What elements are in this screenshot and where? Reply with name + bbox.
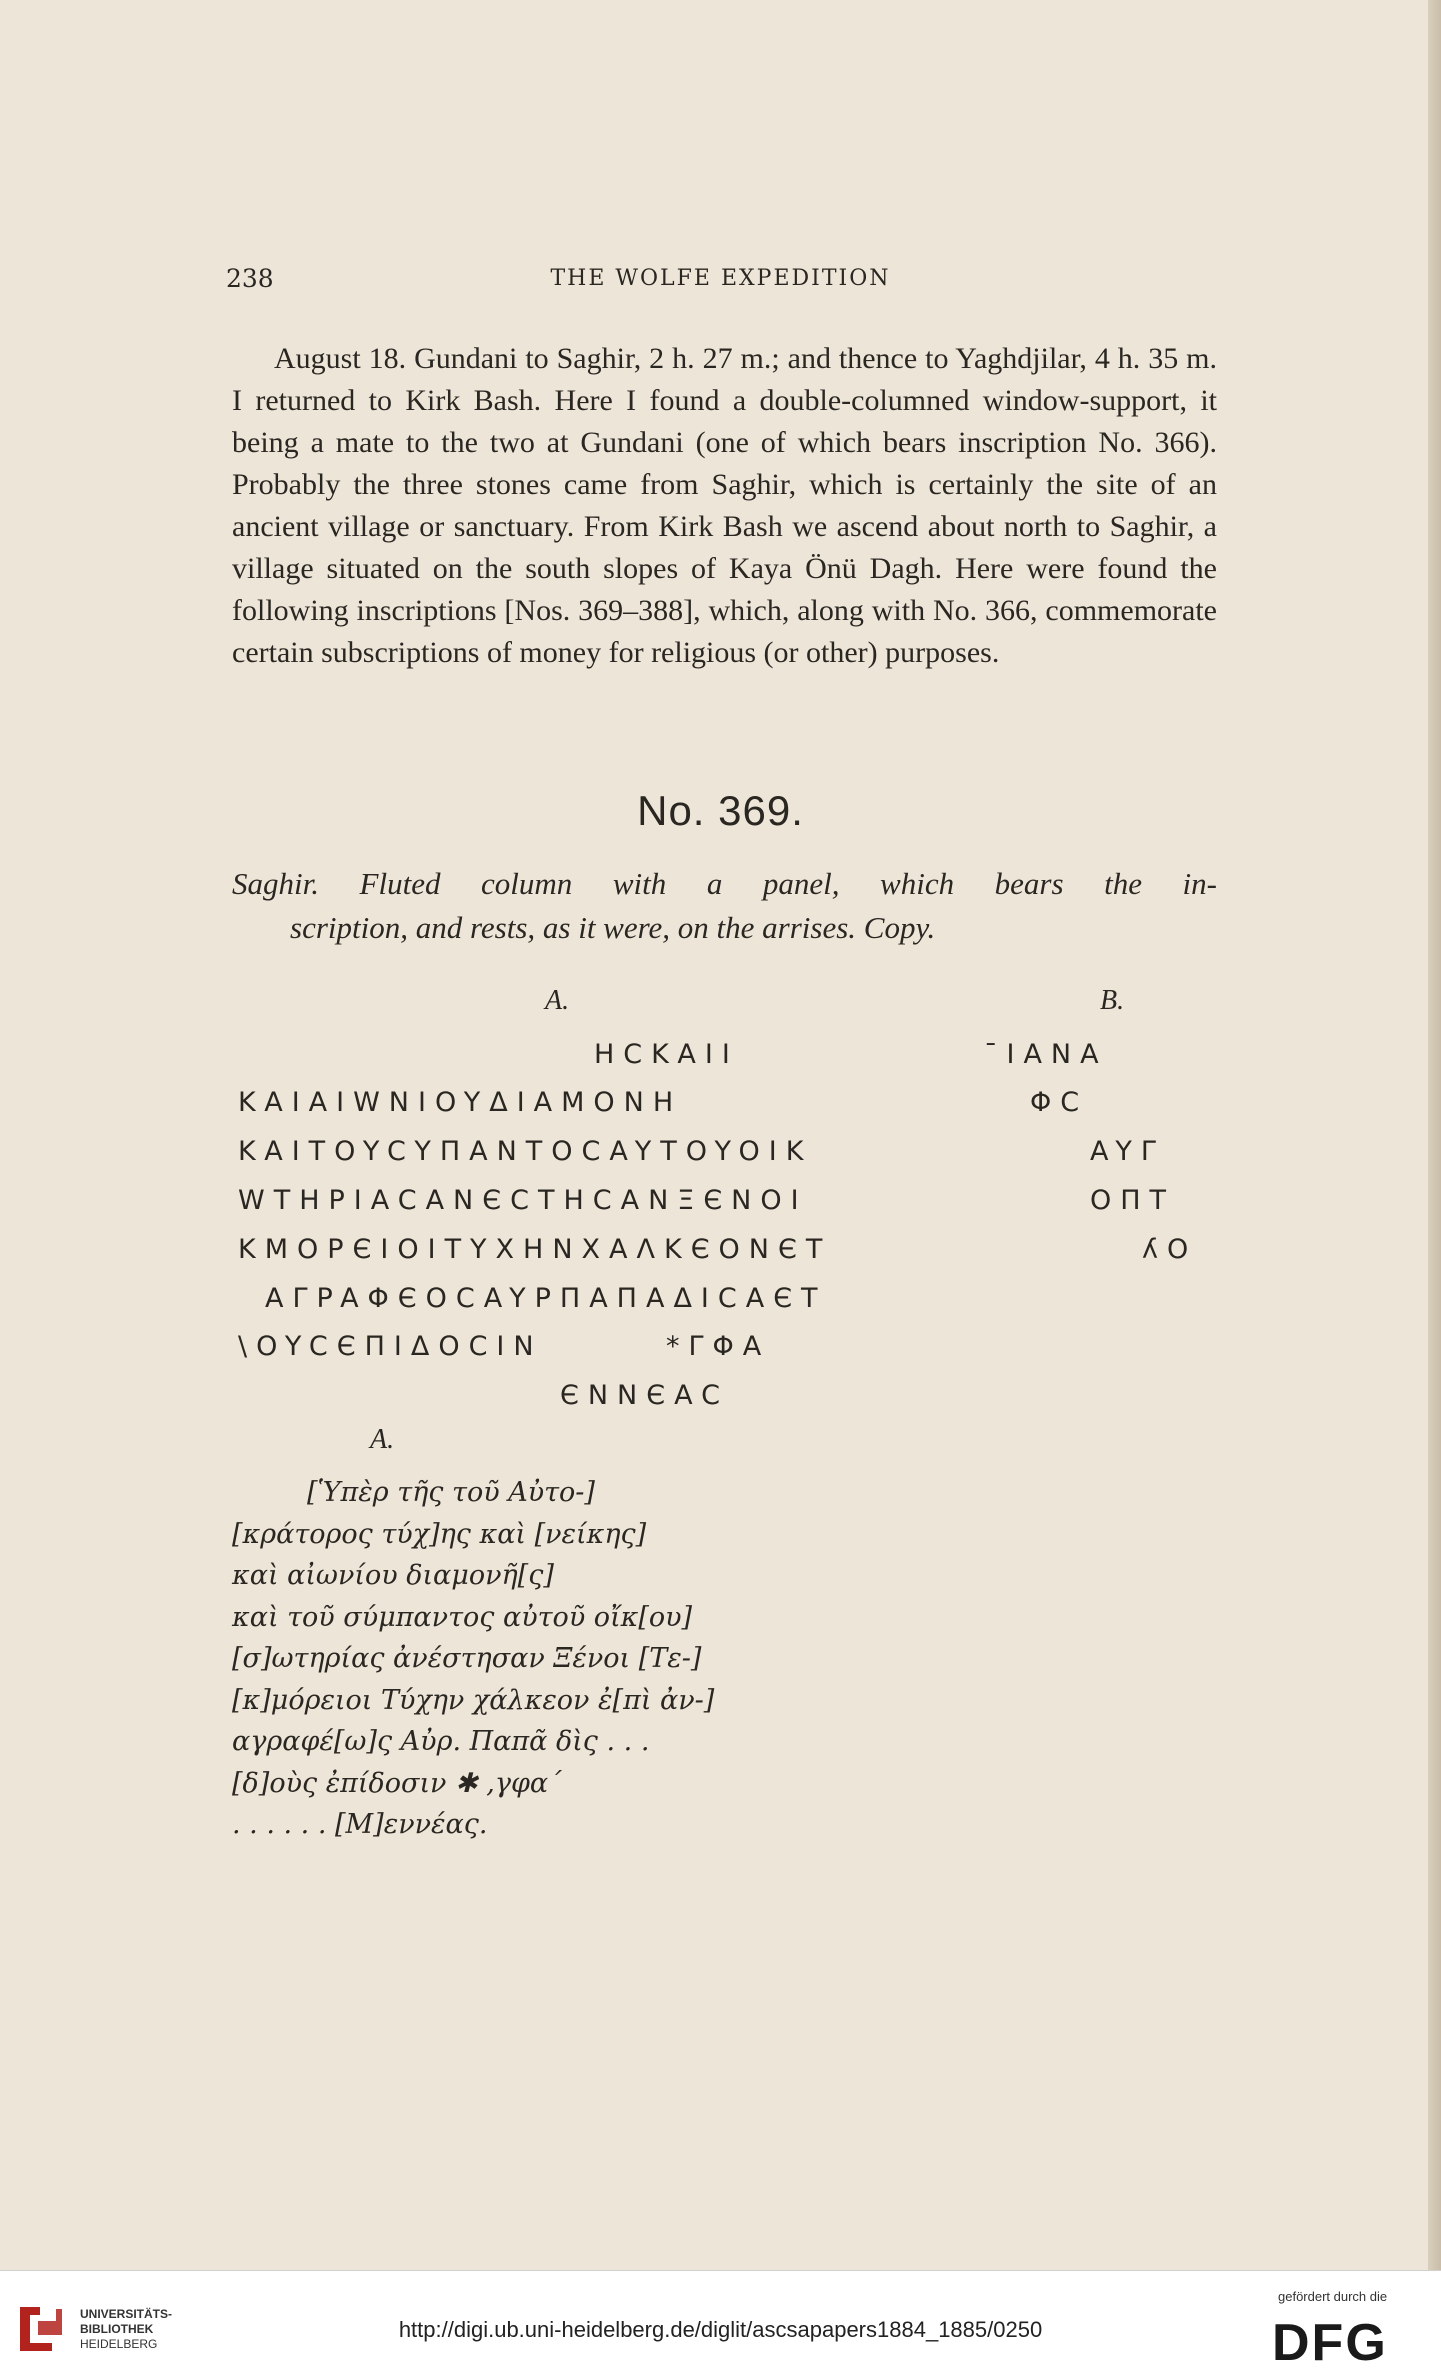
transcription-label-a: A. <box>370 1424 395 1455</box>
copy-b-line-2: ΦC <box>1030 1087 1089 1118</box>
copy-a-line-1: HCKAII <box>594 1039 739 1070</box>
copy-a-line-9: ЄNNЄAC <box>560 1380 729 1411</box>
library-line-1: UNIVERSITÄTS- <box>80 2307 173 2321</box>
transcription-line: καὶ αἰωνίου διαμονῆ[ς] <box>232 1560 554 1591</box>
inscription-caption <box>232 862 1217 950</box>
transcription-line: . . . . . . [Μ]εννέας. <box>232 1809 488 1840</box>
body-paragraph: August 18. Gundani to Saghir, 2 h. 27 m.; and thence to Yaghdjilar, 4 h. 35 m. I returned to Kirk Bash. Here I found a double-columned window-support, it being a mate to the two at Gundani (one of which bears inscription No. 366). Probably the three stones came from Saghir, which is certainly the site of an ancient village or sanctuary. From Kirk Bash we ascend about north to Saghir, a village situated on the south slopes of Kaya Önü Dagh. Here were found the following inscriptions [Nos. 369–388], which, along with No. 366, commemorate certain subscriptions of money for religious (or other) purposes. <box>232 342 1217 669</box>
copy-a-line-7: \OYCЄΠIΔOCIN <box>238 1331 543 1362</box>
copy-a-line-5: KMOPЄIOITYXHNXAΛKЄONЄT <box>238 1234 832 1265</box>
running-title: THE WOLFE EXPEDITION <box>550 266 891 291</box>
transcription-line: [Ὑπὲρ τῆς τοῦ Αὐτο-] <box>307 1477 595 1508</box>
column-label-b: B. <box>1100 985 1125 1016</box>
inscription-title: No. 369. <box>637 787 804 834</box>
transcription-line: [κ]μόρειοι Τύχην χάλκεον ἐ[πὶ ἀν-] <box>232 1684 715 1716</box>
body-text <box>232 338 1217 674</box>
library-line-3: HEIDELBERG <box>80 2337 158 2351</box>
funded-by-text: gefördert durch die <box>1278 2289 1388 2304</box>
permalink-url[interactable]: http://digi.ub.uni-heidelberg.de/diglit/ascsapapers1884_1885/0250 <box>398 2317 1043 2342</box>
transcription-line: καὶ τοῦ σύμπαντος αὐτοῦ οἴκ[ου] <box>232 1601 693 1633</box>
transcription-line: [κράτορος τύχ]ης καὶ [νείκης] <box>232 1518 647 1550</box>
dfg-logo: DFG <box>1272 2314 1388 2372</box>
viewer-footer <box>0 2270 1441 2380</box>
copy-a-line-3: KAITOYCYΠANTOCAYTOYOIK <box>238 1136 813 1167</box>
copy-a-line-2: KAIAIWNIOYΔIAMONH <box>238 1087 683 1118</box>
copy-a-line-4: WTHPIACANЄCTHCANΞЄNOI <box>238 1185 808 1216</box>
caption-line-2: scription, and rests, as it were, on the arrises. Copy. <box>290 910 936 945</box>
copy-b-line-4: OΠT <box>1090 1185 1176 1216</box>
transcription-line: [σ]ωτηρίας ἀνέστησαν Ξένοι [Τε-] <box>232 1643 702 1674</box>
page-edge <box>1428 0 1441 2270</box>
library-line-2: BIBLIOTHEK <box>80 2322 154 2336</box>
copy-b-line-5: ʎO <box>1142 1234 1198 1265</box>
column-label-a: A. <box>545 985 570 1016</box>
transcription-line: [δ]οὺς ἐπίδοσιν ✱ ,γφα´ <box>232 1767 562 1799</box>
transcription-line: αγραφέ[ω]ς Αὐρ. Παπᾶ δὶς . . . <box>232 1726 650 1757</box>
copy-b-line-3: AYΓ <box>1090 1136 1165 1167</box>
greek-transcription <box>232 1472 992 1846</box>
copy-b-line-1: ˉIANA <box>984 1039 1108 1070</box>
page-header <box>0 264 1441 304</box>
page-number: 238 <box>226 264 274 293</box>
copy-a-line-8: *ΓΦA <box>666 1331 771 1362</box>
caption-line-1: Saghir. Fluted column with a panel, which bears the in- <box>232 866 1217 901</box>
copy-a-line-6: AΓPAΦЄOCAYPΠAΠAΔICAЄT <box>265 1283 827 1314</box>
